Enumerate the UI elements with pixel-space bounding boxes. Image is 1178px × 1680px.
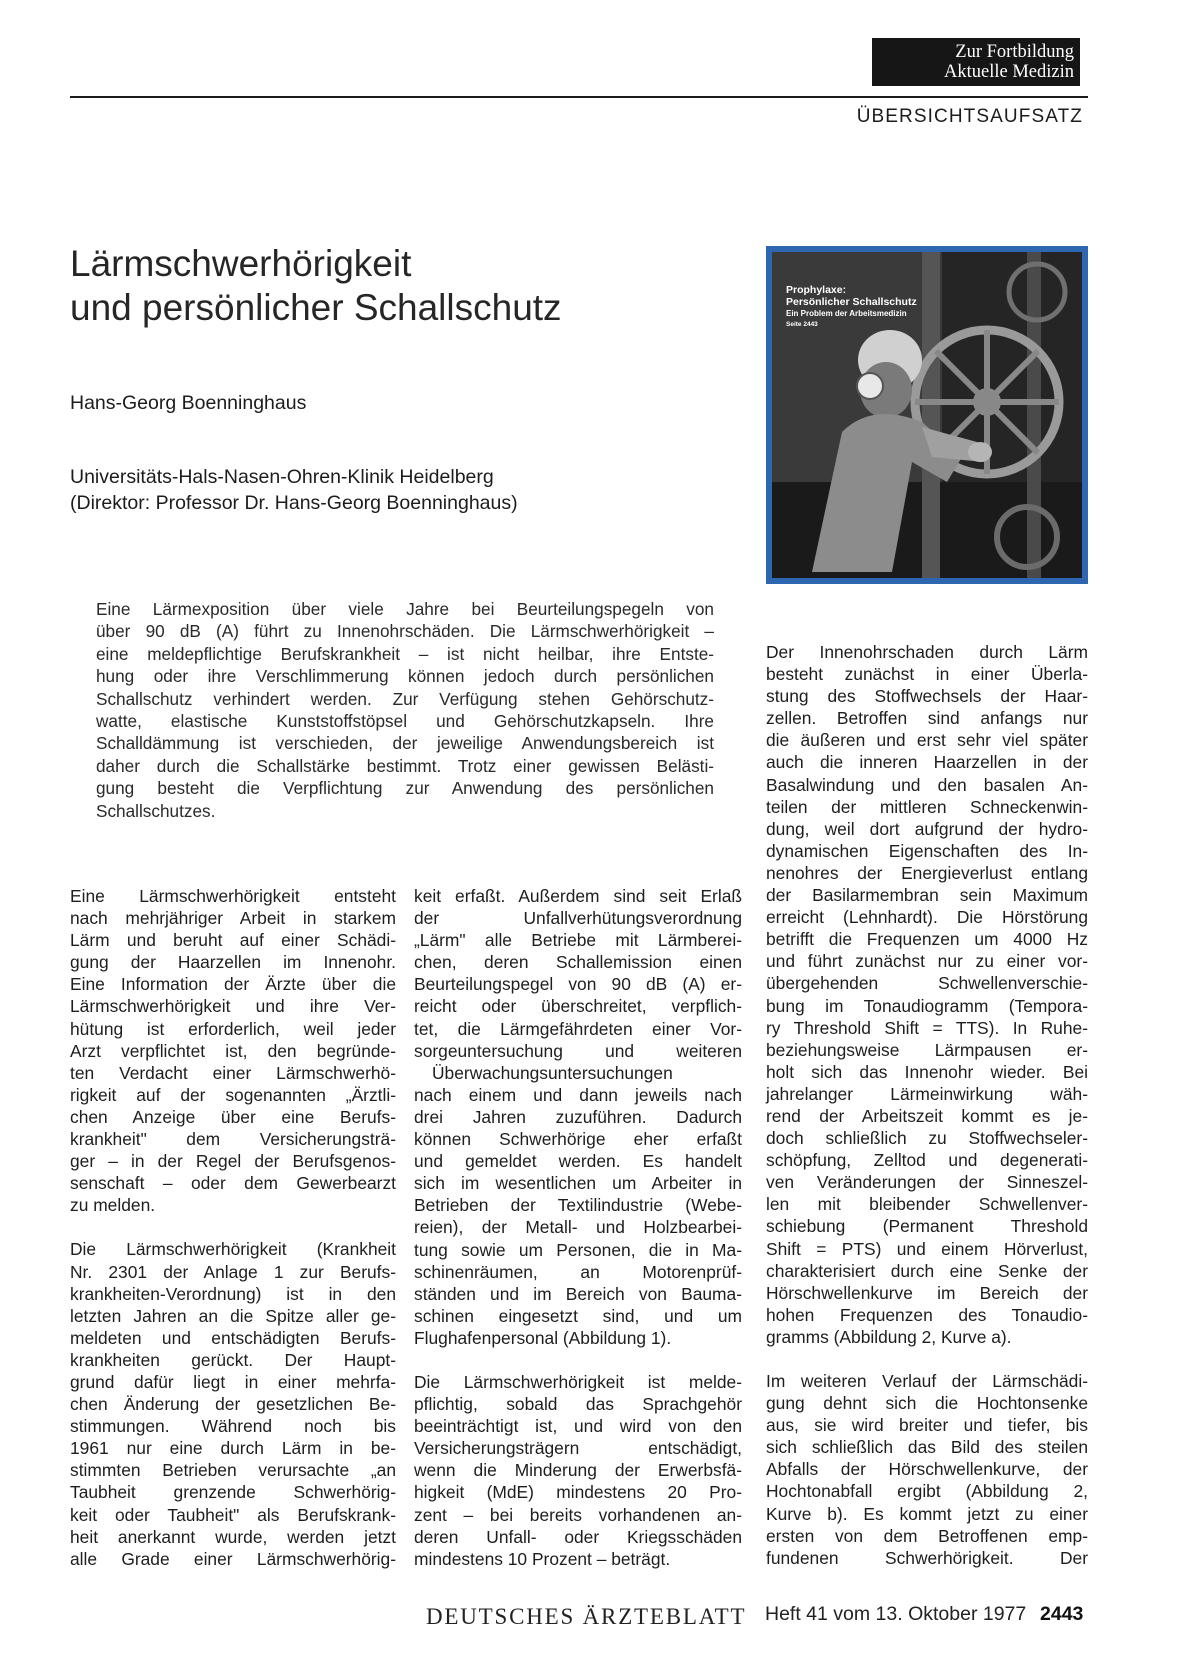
abstract-line: Schallschutzes. (96, 800, 216, 821)
author-affiliation (70, 464, 710, 516)
text-line: rend der Arbeitszeit kommt es je- (766, 1105, 1088, 1126)
text-line: beziehungsweise Lärmpausen er- (766, 1039, 1088, 1060)
text-line: higkeit (MdE) mindestens 20 Pro- (414, 1482, 742, 1503)
page-number: 2443 (1040, 1603, 1084, 1625)
text-line: wenn die Minderung der Erwerbsfä- (414, 1460, 742, 1481)
abstract-line: watte, elastische Kunststoffstöpsel und Gehörschutzkapseln. Ihre (96, 711, 714, 732)
badge-line-1: Zur Fortbildung (955, 42, 1074, 62)
text-line: Hörschwellenkurve im Bereich der (766, 1282, 1088, 1303)
text-line: Nr. 2301 der Anlage 1 zur Berufs- (70, 1261, 396, 1282)
journal-name: DEUTSCHES ÄRZTEBLATT (426, 1604, 747, 1629)
text-line: schinen eingesetzt sind, und um (414, 1305, 742, 1326)
text-line: Kurve b). Es kommt jetzt zu einer (766, 1503, 1088, 1524)
text-line: krankheiten gerückt. Der Haupt- (70, 1349, 396, 1370)
cover-caption-line-4: Seite 2443 (786, 321, 818, 328)
body-column-3 (766, 641, 1088, 1569)
text-line: Die Lärmschwerhörigkeit ist melde- (414, 1371, 742, 1392)
text-line: reien), der Metall- und Holzbearbei- (414, 1217, 742, 1238)
paragraph (766, 641, 1088, 1348)
section-badge (872, 38, 1080, 86)
text-line: doch schließlich zu Stoffwechseler- (766, 1128, 1088, 1149)
text-line: Flughafenpersonal (Abbildung 1). (414, 1327, 672, 1348)
text-line: heit anerkannt wurde, werden jetzt (70, 1526, 396, 1547)
text-line: chen, deren Schallemission einen (414, 952, 742, 973)
cover-caption-line-3: Ein Problem der Arbeitsmedizin (786, 309, 907, 318)
text-line: mindestens 10 Prozent – beträgt. (414, 1548, 671, 1569)
text-line: dynamischen Eigenschaften des In- (766, 840, 1088, 861)
text-line: stung des Stoffwechsels der Haar- (766, 686, 1088, 707)
text-line: stimmten Betrieben verursachte „an (70, 1460, 396, 1481)
text-line: Shift = PTS) und einem Hörverlust, (766, 1238, 1088, 1259)
text-line: hohen Frequenzen des Tonaudio- (766, 1304, 1088, 1325)
text-line: schinenräumen, an Motorenprüf- (414, 1261, 742, 1282)
text-line: stimmungen. Während noch bis (70, 1416, 396, 1437)
paragraph-gap (414, 1349, 742, 1371)
text-line: zent – bei bereits vorhandenen an- (414, 1504, 742, 1525)
text-line: Eine Lärmschwerhörigkeit entsteht (70, 886, 396, 906)
text-line: drei Jahren zuzuführen. Dadurch (414, 1106, 742, 1127)
header-rule (70, 96, 1088, 98)
affiliation-line-1: Universitäts-Hals-Nasen-Ohren-Klinik Heidelberg (70, 466, 494, 488)
cover-caption-line-2: Persönlicher Schallschutz (786, 296, 917, 308)
text-line: keit erfaßt. Außerdem sind seit Erlaß (414, 886, 742, 906)
text-line: dung, weil dort aufgrund der hydro- (766, 818, 1088, 839)
text-line: zu melden. (70, 1195, 156, 1216)
paragraph (414, 1371, 742, 1570)
abstract-line: Eine Lärmexposition über viele Jahre bei Beurteilungspegeln von (96, 599, 714, 619)
text-line: len mit bleibender Schwellenver- (766, 1194, 1088, 1215)
text-line: Lärmschwerhörigkeit und ihre Ver- (70, 996, 396, 1017)
text-line: Der Innenohrschaden durch Lärm (766, 642, 1088, 662)
text-line: gung dehnt sich die Hochtonsenke (766, 1393, 1088, 1414)
author-name: Hans-Georg Boenninghaus (70, 392, 307, 414)
body-column-2 (414, 885, 742, 1570)
text-line: betrifft die Frequenzen um 4000 Hz (766, 929, 1088, 950)
text-line: senschaft – oder dem Gewerbearzt (70, 1173, 396, 1194)
text-line: Hochtonabfall ergibt (Abbildung 2, (766, 1481, 1088, 1502)
text-line: Basalwindung und den basalen An- (766, 774, 1088, 795)
text-line: und gemeldet werden. Es handelt (414, 1151, 742, 1172)
text-line: deren Unfall- oder Kriegsschäden (414, 1526, 742, 1547)
text-line: ger – in der Regel der Berufsgenos- (70, 1151, 396, 1172)
title-line-1: Lärmschwerhörigkeit (70, 243, 412, 284)
text-line: beeinträchtigt ist, und wird von den (414, 1416, 742, 1437)
text-line: gung der Haarzellen im Innenohr. (70, 952, 396, 973)
text-line: keit oder Taubheit" als Berufskrank- (70, 1504, 396, 1525)
text-line: gramms (Abbildung 2, Kurve a). (766, 1326, 1012, 1347)
text-line: erreicht (Lehnhardt). Die Hörstörung (766, 907, 1088, 928)
badge-line-2: Aktuelle Medizin (944, 62, 1074, 82)
body-column-1 (70, 885, 396, 1570)
cover-caption-line-1: Prophylaxe: (786, 284, 847, 296)
text-line: reicht oder überschreitet, verpflich- (414, 996, 742, 1017)
text-line: hütung ist erforderlich, weil jeder (70, 1018, 396, 1039)
text-line: übergehenden Schwellenverschie- (766, 973, 1088, 994)
text-line: fundenen Schwerhörigkeit. Der (766, 1547, 1088, 1568)
text-line: Taubheit grenzende Schwerhörig- (70, 1482, 396, 1503)
text-line: auch die inneren Haarzellen in der (766, 752, 1088, 773)
article-title (70, 242, 690, 330)
cover-caption (786, 284, 917, 331)
text-line: der Basilarmembran sein Maximum (766, 885, 1088, 906)
text-line: pflichtig, sobald das Sprachgehör (414, 1394, 742, 1415)
abstract-line: über 90 dB (A) führt zu Innenohrschäden. Die Lärmschwerhörigkeit – (96, 621, 714, 642)
text-line: „Lärm" alle Betriebe mit Lärmberei- (414, 930, 742, 951)
abstract (96, 598, 714, 822)
text-line: chen Anzeige über eine Berufs- (70, 1106, 396, 1127)
paragraph (70, 885, 396, 1216)
text-line: nach einem und dann jeweils nach (414, 1084, 742, 1105)
text-line: Lärm und beruht auf einer Schädi- (70, 930, 396, 951)
text-line: und führt zunächst nur zu einer vor- (766, 951, 1088, 972)
cover-photo (772, 252, 1082, 578)
text-line: letzten Jahren an die Spitze aller ge- (70, 1305, 396, 1326)
text-line: jahrelanger Lärmeinwirkung wäh- (766, 1083, 1088, 1104)
text-line: schiebung (Permanent Threshold (766, 1216, 1088, 1237)
article-type-label: ÜBERSICHTSAUFSATZ (856, 106, 1083, 127)
abstract-line: Schallschutz verhindert werden. Zur Verfügung stehen Gehörschutz- (96, 688, 714, 709)
text-line: bung im Tonaudiogramm (Tempora- (766, 995, 1088, 1016)
text-line: schöpfung, Zelltod und degenerati- (766, 1150, 1088, 1171)
text-line: besteht zunächst in einer Überla- (766, 664, 1088, 685)
text-line: holt sich das Innenohr wieder. Bei (766, 1061, 1088, 1082)
text-line: krankheit" dem Versicherungsträ- (70, 1129, 396, 1150)
text-line: sorgeuntersuchung und weiteren (414, 1040, 742, 1061)
title-line-2: und persönlicher Schallschutz (70, 287, 562, 328)
abstract-line: gung besteht die Verpflichtung zur Anwendung des persönlichen (96, 778, 714, 799)
text-line: Betrieben der Textilindustrie (Webe- (414, 1195, 742, 1216)
paragraph (70, 1238, 396, 1569)
text-line: tet, die Lärmgefährdeten einer Vor- (414, 1018, 742, 1039)
text-line: ven Veränderungen der Sinneszel- (766, 1172, 1088, 1193)
paragraph-gap (766, 1348, 1088, 1370)
text-line: Überwachungsuntersuchungen (432, 1062, 673, 1083)
abstract-line: Schalldämmung ist verschieden, der jeweilige Anwendungsbereich ist (96, 733, 714, 754)
text-line: rigkeit auf der sogenannten „Ärztli- (70, 1084, 396, 1105)
text-line: Eine Information der Ärzte über die (70, 974, 396, 995)
text-line: meldeten und entschädigten Berufs- (70, 1327, 396, 1348)
text-line: Im weiteren Verlauf der Lärmschädi- (766, 1371, 1088, 1391)
text-line: die äußeren und erst sehr viel später (766, 730, 1088, 751)
text-line: ersten von dem Betroffenen emp- (766, 1525, 1088, 1546)
text-line: aus, sie wird breiter und tiefer, bis (766, 1415, 1088, 1436)
text-line: nach mehrjähriger Arbeit in starkem (70, 908, 396, 929)
text-line: Arzt verpflichtet ist, den begründe- (70, 1040, 396, 1061)
text-line: sich im wesentlichen um Arbeiter in (414, 1173, 742, 1194)
text-line: ry Threshold Shift = TTS). In Ruhe- (766, 1017, 1088, 1038)
abstract-line: hung oder ihre Verschlimmerung können jedoch durch persönlichen (96, 666, 714, 687)
paragraph (414, 885, 742, 1349)
text-line: nenohres der Energieverlust entlang (766, 862, 1088, 883)
text-line: Die Lärmschwerhörigkeit (Krankheit (70, 1239, 396, 1260)
text-line: Beurteilungspegel von 90 dB (A) er- (414, 974, 742, 995)
text-line: können Schwerhörige eher erfaßt (414, 1129, 742, 1150)
text-line: krankheiten-Verordnung) ist in den (70, 1283, 396, 1304)
issue-info: Heft 41 vom 13. Oktober 1977 (765, 1603, 1027, 1625)
text-line: alle Grade einer Lärmschwerhörig- (70, 1548, 396, 1569)
affiliation-line-2: (Direktor: Professor Dr. Hans-Georg Boenninghaus) (70, 492, 518, 514)
text-line: ten Verdacht einer Lärmschwerhö- (70, 1062, 396, 1083)
text-line: tung sowie um Personen, die in Ma- (414, 1239, 742, 1260)
text-line: ständen und im Bereich von Bauma- (414, 1283, 742, 1304)
text-line: grund dafür liegt in einer mehrfa- (70, 1371, 396, 1392)
text-line: chen Änderung der gesetzlichen Be- (70, 1394, 396, 1415)
text-line: der Unfallverhütungsverordnung (414, 908, 742, 929)
abstract-line: daher durch die Schallstärke bestimmt. Trotz einer gewissen Belästi- (96, 755, 714, 776)
text-line: teilen der mittleren Schneckenwin- (766, 796, 1088, 817)
text-line: sich schließlich das Bild des steilen (766, 1437, 1088, 1458)
paragraph (766, 1370, 1088, 1569)
paragraph-gap (70, 1216, 396, 1238)
text-line: zellen. Betroffen sind anfangs nur (766, 708, 1088, 729)
text-line: Versicherungsträgern entschädigt, (414, 1438, 742, 1459)
text-line: Abfalls der Hörschwellenkurve, der (766, 1459, 1088, 1480)
text-line: 1961 nur eine durch Lärm in be- (70, 1438, 396, 1459)
abstract-line: eine meldepflichtige Berufskrankheit – ist nicht heilbar, ihre Entste- (96, 643, 714, 664)
text-line: charakterisiert durch eine Senke der (766, 1260, 1088, 1281)
cover-image (766, 246, 1088, 584)
